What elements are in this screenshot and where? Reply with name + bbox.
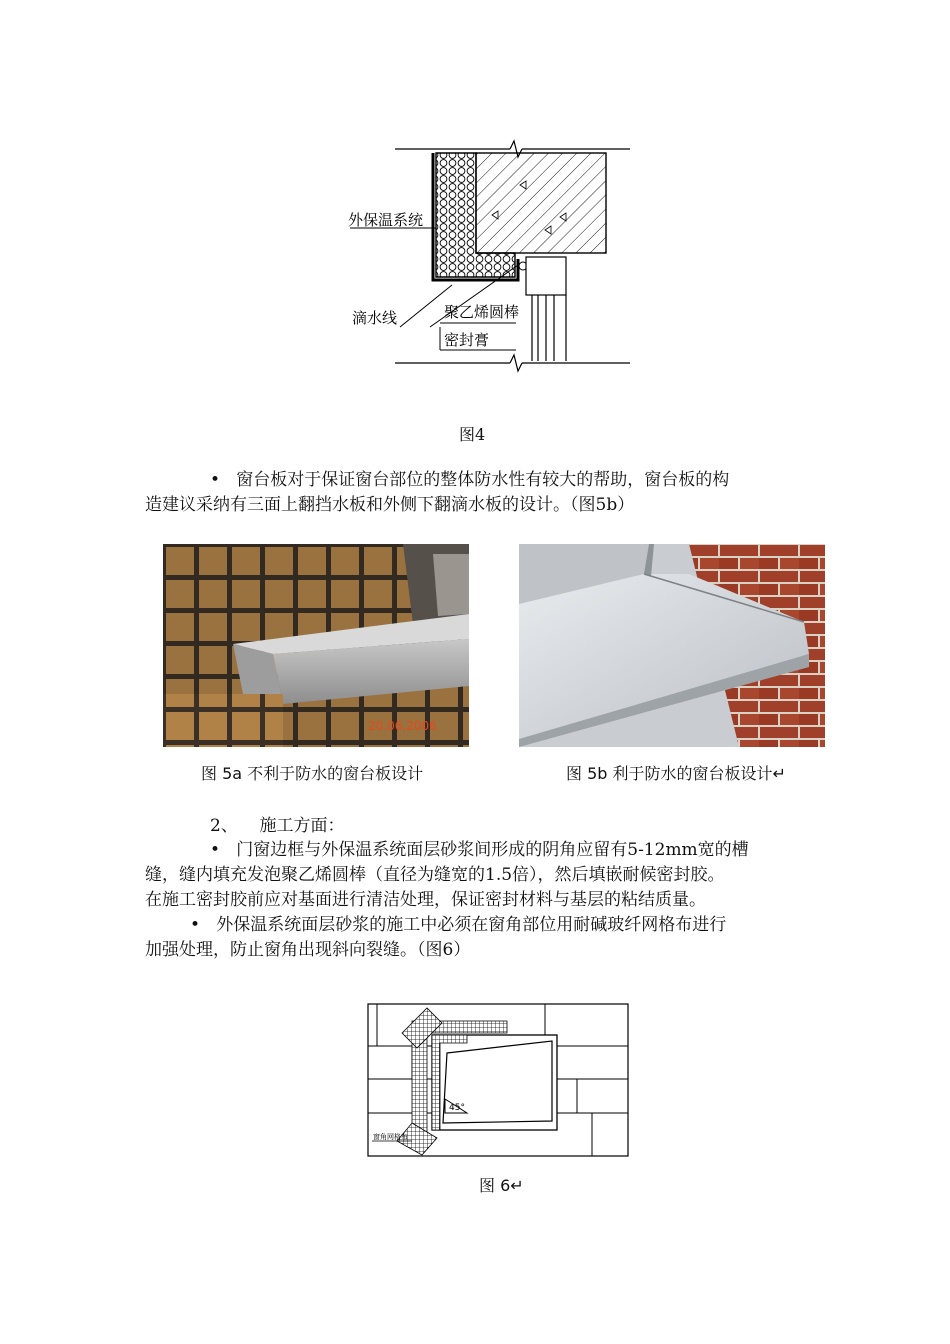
label-insulation-system: 外保温系统 bbox=[348, 211, 424, 229]
figure-4-caption: 图4 bbox=[459, 425, 486, 444]
figure-5b-photo bbox=[519, 544, 825, 747]
para2-line2: 缝，缝内填充发泡聚乙烯圆棒（直径为缝宽的1.5倍），然后填嵌耐候密封胶。 bbox=[145, 865, 725, 885]
paragraph-window-sill bbox=[145, 468, 729, 518]
figure-5a-photo bbox=[163, 544, 469, 747]
label-pe-rod: 聚乙烯圆棒 bbox=[444, 303, 520, 321]
para1-line1: 窗台板对于保证窗台部位的整体防水性有较大的帮助，窗台板的构 bbox=[236, 470, 730, 490]
bullet: • bbox=[190, 915, 201, 935]
label-drip-line: 滴水线 bbox=[352, 309, 398, 327]
para2-line3: 在施工密封胶前应对基面进行清洁处理，保证密封材料与基层的粘结质量。 bbox=[145, 890, 706, 910]
section-title: 施工方面： bbox=[259, 816, 345, 836]
section-number: 2、 bbox=[210, 816, 238, 836]
figure-6-caption: 图 6↵ bbox=[479, 1176, 524, 1195]
corner-label: 窗角网格布 bbox=[373, 1133, 408, 1141]
figure-5b-caption: 图 5b 利于防水的窗台板设计↵ bbox=[566, 764, 786, 783]
label-sealant: 密封膏 bbox=[444, 331, 490, 349]
photo-date-stamp: 20.06.2006 bbox=[368, 719, 437, 733]
paragraph-mesh-reinforcement bbox=[145, 913, 726, 963]
bullet: • bbox=[210, 840, 221, 860]
para3-line1: 外保温系统面层砂浆的施工中必须在窗角部位用耐碱玻纤网格布进行 bbox=[216, 915, 727, 935]
angle-label: 45° bbox=[449, 1103, 465, 1113]
para3-line2: 加强处理，防止窗角出现斜向裂缝。（图6） bbox=[145, 940, 471, 960]
section-2-heading bbox=[210, 814, 344, 839]
bullet: • bbox=[210, 470, 221, 490]
paragraph-frame-joint bbox=[145, 838, 749, 913]
figure-5a-caption: 图 5a 不利于防水的窗台板设计 bbox=[201, 764, 424, 783]
para1-line2: 造建议采纳有三面上翻挡水板和外侧下翻滴水板的设计。（图5b） bbox=[145, 495, 635, 515]
figure-4-drawing bbox=[340, 135, 640, 380]
figure-6-drawing bbox=[367, 1003, 629, 1158]
para2-line1: 门窗边框与外保温系统面层砂浆间形成的阴角应留有5-12mm宽的槽 bbox=[236, 840, 749, 860]
